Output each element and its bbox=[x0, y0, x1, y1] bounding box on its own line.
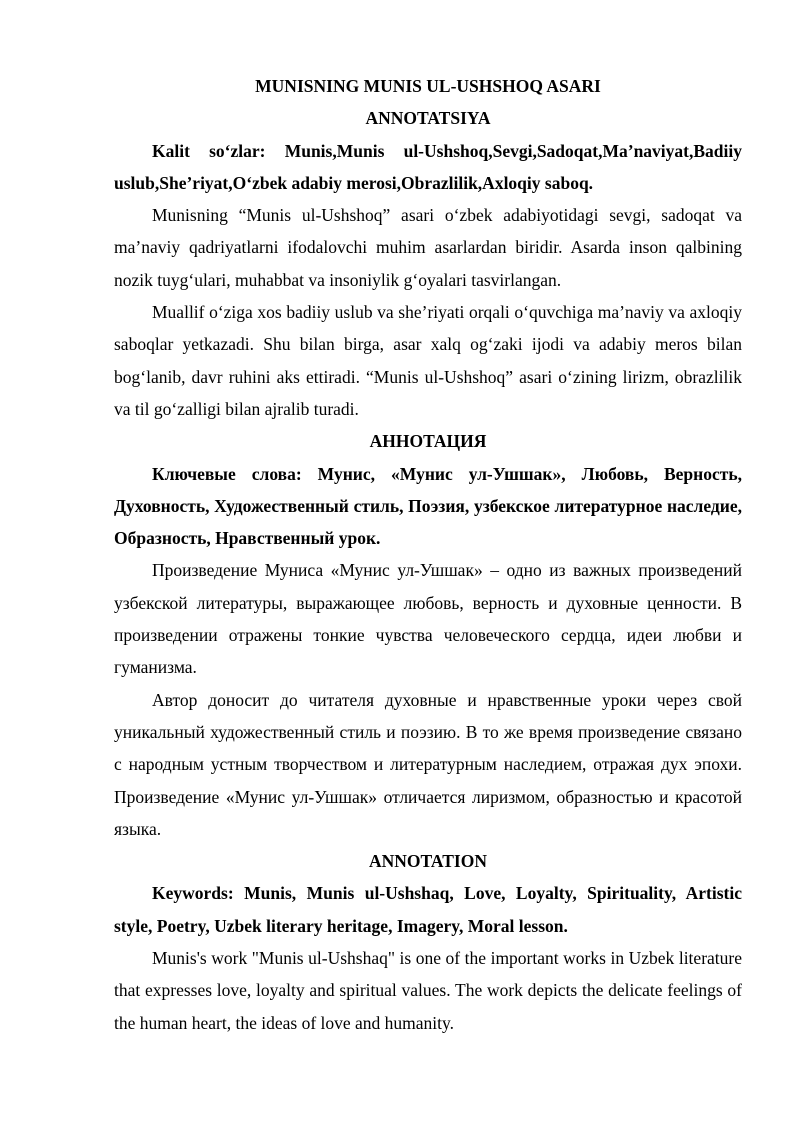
english-annotation-heading: ANNOTATION bbox=[369, 851, 487, 872]
russian-annotation-section bbox=[114, 425, 742, 845]
english-keywords: Keywords: Munis, Munis ul-Ushshaq, Love, Loyalty, Spirituality, Artistic style, Poetry, Uzbek literary heritage, Imagery, Moral lesson. bbox=[114, 883, 742, 936]
uzbek-paragraph-2: Muallif o‘ziga xos badiiy uslub va she’riyati orqali o‘quvchiga ma’naviy va axloqiy saboqlar yetkazadi. Shu bilan birga, asar xalq og‘zaki ijodi va adabiy meros bilan bog‘lanib, davr ruhini aks ettiradi. “Munis ul-Ushshoq” asari o‘zining lirizm, obrazlilik va til go‘zalligi bilan ajralib turadi. bbox=[114, 302, 742, 419]
russian-paragraph-1: Произведение Муниса «Мунис ул-Ушшак» – одно из важных произведений узбекской литературы, выражающее любовь, верность и духовные ценности. В произведении отражены тонкие чувства человеческого сердца, идеи любви и гуманизма. bbox=[114, 560, 742, 678]
russian-paragraph-2: Автор доносит до читателя духовные и нравственные уроки через свой уникальный художественный стиль и поэзию. В то же время произведение связано с народным устным творчеством и литературным наследием, отражая дух эпохи. Произведение «Мунис ул-Ушшак» отличается лиризмом, образностью и красотой языка. bbox=[114, 689, 742, 839]
uzbek-annotation-section bbox=[114, 102, 742, 425]
uzbek-annotation-heading: ANNOTATSIYA bbox=[365, 108, 491, 129]
uzbek-paragraph-1: Munisning “Munis ul-Ushshoq” asari o‘zbek adabiyotidagi sevgi, sadoqat va ma’naviy qadriyatlarni ifodalovchi muhim asarlardan biridir. Asarda inson qalbining nozik tuyg‘ulari, muhabbat va insoniylik g‘oyalari tasvirlangan. bbox=[114, 205, 742, 290]
document-page bbox=[114, 70, 742, 1039]
uzbek-keywords: Kalit so‘zlar: Munis,Munis ul-Ushshoq,Sevgi,Sadoqat,Ma’naviyat,Badiiy uslub,She’riyat,O‘zbek adabiy merosi,Obrazlilik,Axloqiy saboq. bbox=[114, 140, 742, 193]
russian-annotation-heading: АННОТАЦИЯ bbox=[369, 431, 487, 452]
english-annotation-section bbox=[114, 845, 742, 1039]
document-title: MUNISNING MUNIS UL-USHSHOQ ASARI bbox=[255, 76, 601, 96]
russian-keywords: Ключевые слова: Мунис, «Мунис ул-Ушшак», Любовь, Верность, Духовность, Художественный стиль, Поэзия, узбекское литературное наследие, Образность, Нравственный урок. bbox=[114, 463, 742, 549]
english-paragraph-1: Munis's work "Munis ul-Ushshaq" is one of the important works in Uzbek literature that expresses love, loyalty and spiritual values. The work depicts the delicate feelings of the human heart, the ideas of love and humanity. bbox=[114, 948, 742, 1033]
